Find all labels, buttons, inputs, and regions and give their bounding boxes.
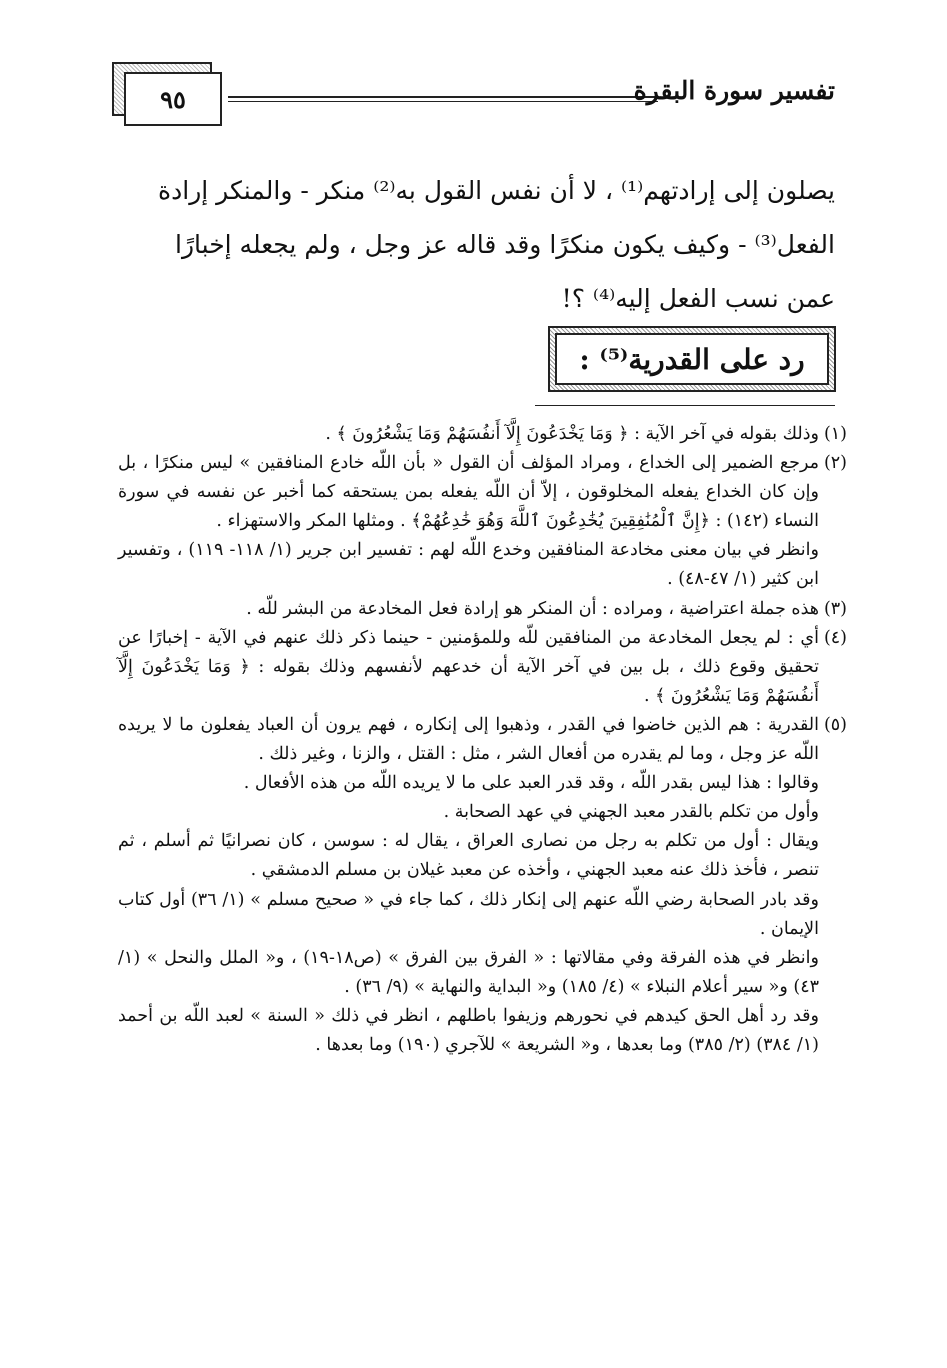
footnote-4 [118,624,847,711]
footnote-text: مرجع الضمير إلى الخداع ، ومراد المؤلف أن القول « بأن اللّه خادع المنافقين » ليس منكرًا ، بل وإن كان الخداع يفعله المخلوقون ، إلاّ أن اللّه يفعله بمن يستحقه كما أخبر عن نفسه في سورة النساء (١٤٢) : ﴿إِنَّ ٱلْمُنَٰفِقِينَ يُخَٰدِعُونَ ٱللَّهَ وَهُوَ خَٰدِعُهُمْ﴾ . ومثلها المكر والاستهزاء . [118,453,819,532]
footnote-number: (٤) [823,627,847,648]
footnote-separator [535,405,835,406]
main-line: الفعل⁽³⁾ - وكيف يكون منكرًا وقد قاله عز وجل ، ولم يجعله إخبارًا [175,230,835,259]
footnote-5-continuation: وانظر في هذه الفرقة وفي مقالاتها : « الفرق بين الفرق » (ص١٨-١٩) ، و« الملل والنحل » (١/ ٤٣) و« سير أعلام النبلاء » (٤/ ١٨٥) و« البداية والنهاية » (٩/ ٣٦) . [118,947,819,997]
footnote-number: (١) [823,424,847,444]
running-title: تفسير سورة البقرة [633,76,835,105]
footnote-number: (٥) [823,714,847,735]
footnote-5-continuation: وأول من تكلم بالقدر معبد الجهني في عهد الصحابة . [443,802,819,823]
footnote-text: أي : لم يجعل المخادعة من المنافقين للّه وللمؤمنين - حينما ذكر ذلك عنهم في الآية - إخبارًا عن تحقيق وقوع ذلك ، بل بين في آخر الآية أن خدعهم لأنفسهم وذلك بقوله : ﴿ وَمَا يَخْدَعُونَ إِلَّآ أَنفُسَهُمْ وَمَا يَشْعُرُونَ ﴾ . [118,627,819,706]
section-heading-box [548,326,836,392]
footnotes [118,420,847,1060]
footnote-5-continuation: ويقال : أول من تكلم به رجل من نصارى العراق ، يقال له : سوسن ، كان نصرانيًا ثم أسلم ، ثم تنصر ، فأخذ ذلك عنه معبد الجهني ، وأخذه عن معبد غيلان بن مسلم الدمشقي . [118,831,819,881]
header-rule-thin [228,101,658,102]
page-number-box [112,62,222,124]
footnote-5 [118,711,847,769]
main-line: يصلون إلى إرادتهم⁽¹⁾ ، لا أن نفس القول به⁽²⁾ منكر - والمنكر إرادة [158,176,835,205]
main-text [120,164,835,326]
header-rule [228,96,658,98]
section-heading: رد على القدرية⁽⁵⁾ : [555,333,829,385]
footnote-text: وذلك بقوله في آخر الآية : ﴿ وَمَا يَخْدَعُونَ إِلَّآ أَنفُسَهُمْ وَمَا يَشْعُرُونَ ﴾ . [325,424,819,444]
main-line: عمن نسب الفعل إليه⁽⁴⁾ ؟! [561,284,835,313]
footnote-2 [118,449,847,536]
footnote-text: هذه جملة اعتراضية ، ومراده : أن المنكر هو إرادة فعل المخادعة من البشر للّه . [246,598,819,619]
footnote-5-continuation: وقالوا : هذا ليس بقدر اللّه ، وقد قدر العبد على ما لا يريده اللّه من هذه الأفعال . [243,773,819,794]
footnote-1 [118,420,847,449]
page-number: ٩٥ [124,72,222,126]
footnote-number: (٢) [823,453,847,474]
footnote-2-continuation: وانظر في بيان معنى مخادعة المنافقين وخدع اللّه لهم : تفسير ابن جرير (١/ ١١٨- ١١٩) ، وتفسير ابن كثير (١/ ٤٧-٤٨) . [118,540,819,590]
footnote-text: القدرية : هم الذين خاضوا في القدر ، وذهبوا إلى إنكاره ، فهم يرون أن العباد يفعلون ما لا يريده اللّه عز وجل ، وما لم يقدره من أفعال الشر ، مثل : القتل ، والزنا ، وغير ذلك . [118,714,819,765]
footnote-5-continuation: وقد بادر الصحابة رضي اللّه عنهم إلى إنكار ذلك ، كما جاء في « صحيح مسلم » (١/ ٣٦) أول كتاب الإيمان . [118,889,819,939]
footnote-3 [118,595,847,624]
footnote-number: (٣) [823,598,847,619]
footnote-5-continuation: وقد رد أهل الحق كيدهم في نحورهم وزيفوا باطلهم ، انظر في ذلك « السنة » لعبد اللّه بن أحمد (١/ ٣٨٤) (٢/ ٣٨٥) وما بعدها ، و« الشريعة » للآجري (١٩٠) وما بعدها . [118,1005,819,1055]
